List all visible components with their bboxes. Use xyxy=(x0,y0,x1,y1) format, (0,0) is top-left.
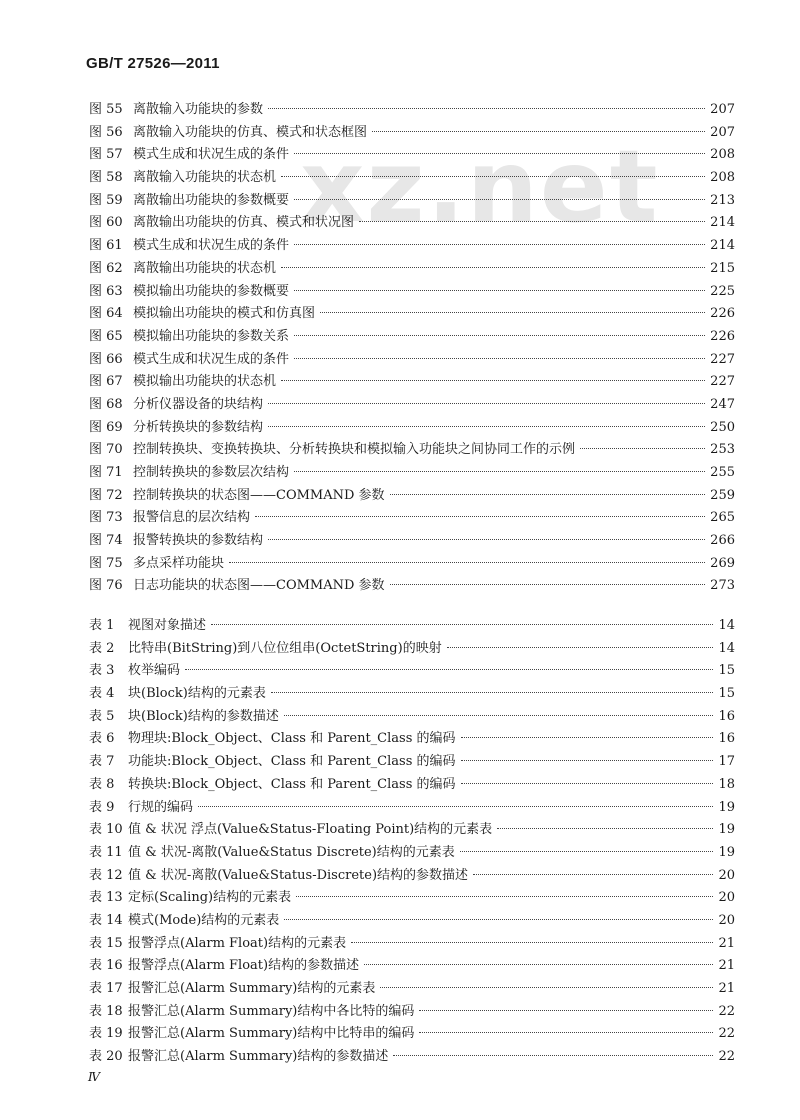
table-entry[interactable] xyxy=(89,659,735,682)
figure-entry[interactable] xyxy=(89,370,735,393)
figure-entry[interactable] xyxy=(89,461,735,484)
table-number: 表 20 xyxy=(89,1049,123,1065)
figure-page-number: 214 xyxy=(710,238,735,254)
figure-title: 报警信息的层次结构 xyxy=(133,510,251,526)
figure-page-number: 225 xyxy=(710,283,735,299)
figure-number: 图 61 xyxy=(89,238,123,254)
table-page-number: 14 xyxy=(718,640,735,656)
table-title: 报警汇总(Alarm Summary)结构的元素表 xyxy=(128,981,376,996)
watermark: xz.net xyxy=(300,128,660,245)
figure-entry[interactable] xyxy=(89,211,735,234)
dot-leader xyxy=(185,669,713,670)
figure-entry[interactable] xyxy=(89,552,735,575)
figure-page-number: 208 xyxy=(710,147,735,163)
figure-entry[interactable] xyxy=(89,121,735,144)
table-number: 表 3 xyxy=(89,663,115,679)
dot-leader xyxy=(281,380,705,381)
table-entry[interactable] xyxy=(89,932,735,955)
figure-title: 离散输出功能块的仿真、模式和状况图 xyxy=(133,215,355,231)
figure-number: 图 71 xyxy=(89,465,123,480)
figure-number: 图 73 xyxy=(89,510,123,526)
table-entry[interactable] xyxy=(89,954,735,977)
table-number: 表 8 xyxy=(89,776,115,792)
table-number: 表 4 xyxy=(89,686,115,702)
figure-entry[interactable] xyxy=(89,393,735,416)
table-number: 表 7 xyxy=(89,754,115,770)
table-page-number: 14 xyxy=(718,618,735,633)
table-page-number: 21 xyxy=(718,958,735,974)
table-entry[interactable] xyxy=(89,750,735,773)
figure-number: 图 55 xyxy=(89,102,123,117)
figure-entry[interactable] xyxy=(89,189,735,212)
figure-entry[interactable] xyxy=(89,257,735,280)
dot-leader xyxy=(351,942,713,943)
table-page-number: 19 xyxy=(718,844,735,860)
figure-page-number: 259 xyxy=(710,487,735,503)
dot-leader xyxy=(419,1032,713,1033)
table-title: 比特串(BitString)到八位位组串(OctetString)的映射 xyxy=(128,640,442,656)
dot-leader xyxy=(211,624,713,625)
dot-leader xyxy=(268,403,705,404)
table-entry[interactable] xyxy=(89,977,735,1000)
figure-title: 模拟输出功能块的状态机 xyxy=(133,374,277,390)
table-page-number: 20 xyxy=(718,890,735,906)
table-page-number: 20 xyxy=(718,912,735,928)
table-number: 表 15 xyxy=(89,935,123,951)
figure-entry[interactable] xyxy=(89,143,735,166)
table-title: 报警汇总(Alarm Summary)结构中比特串的编码 xyxy=(128,1026,415,1042)
table-number: 表 12 xyxy=(89,867,123,883)
dot-leader xyxy=(390,494,706,495)
figure-page-number: 266 xyxy=(710,533,735,549)
table-number: 表 18 xyxy=(89,1003,123,1019)
figure-number: 图 56 xyxy=(89,124,123,140)
figure-title: 模式生成和状况生成的条件 xyxy=(133,238,290,254)
table-list xyxy=(89,614,735,1068)
table-title: 块(Block)结构的参数描述 xyxy=(128,708,279,724)
figure-title: 控制转换块的参数层次结构 xyxy=(133,465,290,480)
dot-leader xyxy=(281,267,705,268)
figure-number: 图 64 xyxy=(89,306,123,322)
figure-title: 离散输出功能块的参数概要 xyxy=(133,192,290,208)
figure-entry[interactable] xyxy=(89,166,735,189)
table-page-number: 21 xyxy=(718,981,735,996)
table-page-number: 19 xyxy=(718,822,735,838)
figure-page-number: 207 xyxy=(710,124,735,140)
table-title: 值 & 状况 浮点(Value&Status-Floating Point)结构的元素表 xyxy=(128,822,493,838)
figure-entry[interactable] xyxy=(89,98,735,121)
dot-leader xyxy=(268,108,705,109)
figure-page-number: 226 xyxy=(710,306,735,322)
dot-leader xyxy=(284,715,714,716)
table-title: 模式(Mode)结构的元素表 xyxy=(128,912,280,928)
figure-title: 模式生成和状况生成的条件 xyxy=(133,147,290,163)
figure-number: 图 68 xyxy=(89,396,123,412)
table-number: 表 19 xyxy=(89,1026,123,1042)
figure-entry[interactable] xyxy=(89,574,735,597)
figure-page-number: 208 xyxy=(710,170,735,186)
table-number: 表 6 xyxy=(89,731,115,747)
table-title: 转换块:Block_Object、Class 和 Parent_Class 的编码 xyxy=(128,776,456,792)
table-title: 块(Block)结构的元素表 xyxy=(128,686,266,702)
dot-leader xyxy=(461,760,714,761)
table-title: 报警汇总(Alarm Summary)结构的参数描述 xyxy=(128,1049,389,1065)
dot-leader xyxy=(268,426,705,427)
figure-title: 控制转换块、变换转换块、分析转换块和模拟输入功能块之间协同工作的示例 xyxy=(133,442,576,458)
dot-leader xyxy=(255,516,705,517)
table-number: 表 1 xyxy=(89,618,115,633)
figure-number: 图 67 xyxy=(89,374,123,390)
figure-entry[interactable] xyxy=(89,484,735,507)
table-page-number: 20 xyxy=(718,867,735,883)
dot-leader xyxy=(461,783,714,784)
figure-entry[interactable] xyxy=(89,234,735,257)
figure-page-number: 265 xyxy=(710,510,735,526)
table-page-number: 15 xyxy=(718,686,735,702)
table-entry[interactable] xyxy=(89,1000,735,1023)
figure-number: 图 62 xyxy=(89,260,123,276)
figure-page-number: 227 xyxy=(710,374,735,390)
figure-page-number: 250 xyxy=(710,419,735,435)
figure-title: 离散输入功能块的状态机 xyxy=(133,170,277,186)
figure-page-number: 213 xyxy=(710,192,735,208)
figure-number: 图 66 xyxy=(89,351,123,367)
dot-leader xyxy=(473,874,713,875)
table-entry[interactable] xyxy=(89,796,735,819)
figure-title: 模拟输出功能块的参数概要 xyxy=(133,283,290,299)
figure-number: 图 76 xyxy=(89,578,123,594)
table-number: 表 10 xyxy=(89,822,123,838)
table-title: 功能块:Block_Object、Class 和 Parent_Class 的编码 xyxy=(128,754,456,770)
figure-title: 分析转换块的参数结构 xyxy=(133,419,264,435)
figure-title: 模拟输出功能块的模式和仿真图 xyxy=(133,306,316,322)
dot-leader xyxy=(364,964,713,965)
table-title: 视图对象描述 xyxy=(128,618,207,633)
dot-leader xyxy=(229,562,705,563)
table-title: 报警浮点(Alarm Float)结构的元素表 xyxy=(128,935,347,951)
table-entry[interactable] xyxy=(89,773,735,796)
dot-leader xyxy=(497,828,713,829)
table-entry[interactable] xyxy=(89,1045,735,1068)
figure-title: 离散输入功能块的仿真、模式和状态框图 xyxy=(133,124,368,140)
figure-page-number: 227 xyxy=(710,351,735,367)
table-entry[interactable] xyxy=(89,909,735,932)
table-entry[interactable] xyxy=(89,1022,735,1045)
table-title: 定标(Scaling)结构的元素表 xyxy=(128,890,292,906)
table-title: 枚举编码 xyxy=(128,663,181,679)
figure-title: 模拟输出功能块的参数关系 xyxy=(133,328,290,344)
table-page-number: 18 xyxy=(718,776,735,792)
page-number: Ⅳ xyxy=(88,1070,100,1084)
figure-entry[interactable] xyxy=(89,302,735,325)
dot-leader xyxy=(284,919,713,920)
table-title: 行规的编码 xyxy=(128,799,194,815)
table-entry[interactable] xyxy=(89,864,735,887)
dot-leader xyxy=(268,539,705,540)
dot-leader xyxy=(294,244,705,245)
dot-leader xyxy=(460,851,714,852)
figure-page-number: 269 xyxy=(710,555,735,571)
table-title: 报警浮点(Alarm Float)结构的参数描述 xyxy=(128,958,360,974)
figure-entry[interactable] xyxy=(89,506,735,529)
dot-leader xyxy=(296,896,713,897)
dot-leader xyxy=(320,312,705,313)
table-number: 表 17 xyxy=(89,981,123,996)
table-title: 值 & 状况-离散(Value&Status Discrete)结构的元素表 xyxy=(128,844,455,860)
table-entry[interactable] xyxy=(89,614,735,637)
table-title: 报警汇总(Alarm Summary)结构中各比特的编码 xyxy=(128,1003,415,1019)
dot-leader xyxy=(294,335,705,336)
dot-leader xyxy=(461,737,714,738)
table-title: 物理块:Block_Object、Class 和 Parent_Class 的编码 xyxy=(128,731,456,747)
table-number: 表 5 xyxy=(89,708,115,724)
figure-number: 图 63 xyxy=(89,283,123,299)
table-entry[interactable] xyxy=(89,637,735,660)
figure-list xyxy=(89,98,735,597)
figure-title: 离散输入功能块的参数 xyxy=(133,102,264,117)
dot-leader xyxy=(393,1055,713,1056)
dot-leader xyxy=(419,1010,713,1011)
figure-page-number: 207 xyxy=(710,102,735,117)
figure-number: 图 57 xyxy=(89,147,123,163)
figure-title: 多点采样功能块 xyxy=(133,555,225,571)
dot-leader xyxy=(294,290,705,291)
table-number: 表 16 xyxy=(89,958,123,974)
figure-entry[interactable] xyxy=(89,325,735,348)
table-number: 表 11 xyxy=(89,844,123,860)
table-number: 表 13 xyxy=(89,890,123,906)
figure-number: 图 58 xyxy=(89,170,123,186)
figure-number: 图 72 xyxy=(89,487,123,503)
dot-leader xyxy=(294,358,705,359)
figure-number: 图 74 xyxy=(89,533,123,549)
figure-number: 图 69 xyxy=(89,419,123,435)
table-page-number: 19 xyxy=(718,799,735,815)
table-entry[interactable] xyxy=(89,841,735,864)
figure-entry[interactable] xyxy=(89,416,735,439)
table-entry[interactable] xyxy=(89,818,735,841)
table-entry[interactable] xyxy=(89,886,735,909)
table-page-number: 22 xyxy=(718,1003,735,1019)
table-page-number: 17 xyxy=(718,754,735,770)
figure-title: 分析仪器设备的块结构 xyxy=(133,396,264,412)
dot-leader xyxy=(447,647,714,648)
dot-leader xyxy=(281,176,705,177)
figure-page-number: 273 xyxy=(710,578,735,594)
table-page-number: 15 xyxy=(718,663,735,679)
table-page-number: 21 xyxy=(718,935,735,951)
figure-entry[interactable] xyxy=(89,348,735,371)
figure-number: 图 75 xyxy=(89,555,123,571)
dot-leader xyxy=(198,806,713,807)
figure-number: 图 59 xyxy=(89,192,123,208)
figure-page-number: 215 xyxy=(710,260,735,276)
figure-title: 报警转换块的参数结构 xyxy=(133,533,264,549)
table-number: 表 14 xyxy=(89,912,123,928)
figure-page-number: 214 xyxy=(710,215,735,231)
figure-page-number: 226 xyxy=(710,328,735,344)
dot-leader xyxy=(294,471,705,472)
figure-title: 模式生成和状况生成的条件 xyxy=(133,351,290,367)
table-page-number: 22 xyxy=(718,1049,735,1065)
dot-leader xyxy=(580,448,705,449)
figure-number: 图 60 xyxy=(89,215,123,231)
standard-code-header: GB/T 27526—2011 xyxy=(86,55,220,72)
table-page-number: 16 xyxy=(718,708,735,724)
figure-page-number: 253 xyxy=(710,442,735,458)
dot-leader xyxy=(372,131,705,132)
dot-leader xyxy=(294,153,705,154)
figure-number: 图 65 xyxy=(89,328,123,344)
table-entry[interactable] xyxy=(89,727,735,750)
dot-leader xyxy=(271,692,714,693)
figure-page-number: 255 xyxy=(710,465,735,480)
dot-leader xyxy=(390,584,706,585)
figure-entry[interactable] xyxy=(89,438,735,461)
table-title: 值 & 状况-离散(Value&Status-Discrete)结构的参数描述 xyxy=(128,867,469,883)
figure-entry[interactable] xyxy=(89,280,735,303)
table-number: 表 9 xyxy=(89,799,115,815)
table-page-number: 16 xyxy=(718,731,735,747)
dot-leader xyxy=(359,221,705,222)
table-number: 表 2 xyxy=(89,640,115,656)
figure-title: 日志功能块的状态图——COMMAND 参数 xyxy=(133,578,385,594)
figure-page-number: 247 xyxy=(710,396,735,412)
figure-title: 控制转换块的状态图——COMMAND 参数 xyxy=(133,487,385,503)
figure-number: 图 70 xyxy=(89,442,123,458)
figure-entry[interactable] xyxy=(89,529,735,552)
figure-title: 离散输出功能块的状态机 xyxy=(133,260,277,276)
table-entry[interactable] xyxy=(89,682,735,705)
table-entry[interactable] xyxy=(89,705,735,728)
dot-leader xyxy=(380,987,713,988)
dot-leader xyxy=(294,199,705,200)
table-page-number: 22 xyxy=(718,1026,735,1042)
